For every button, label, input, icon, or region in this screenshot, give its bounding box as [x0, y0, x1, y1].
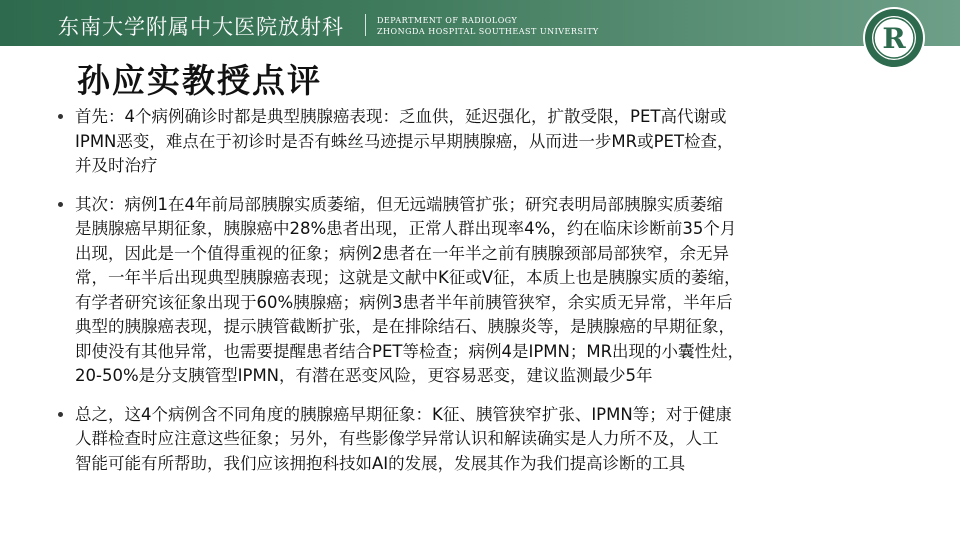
hospital-logo-icon	[862, 6, 926, 70]
department-english-line2: ZHONGDA HOSPITAL SOUTHEAST UNIVERSITY	[377, 27, 599, 36]
header-banner	[0, 0, 960, 46]
text-line: 首先：4个病例确诊时都是典型胰腺癌表现：乏血供，延迟强化，扩散受限，PET高代谢或	[75, 107, 727, 126]
text-line: 即使没有其他异常，也需要提醒患者结合PET等检查；病例4是IPMN；MR出现的小囊性灶，	[75, 341, 745, 361]
text-line: 有学者研究该征象出现于60%胰腺癌；病例3患者半年前胰管狭窄，余实质无异常，半年后	[75, 292, 733, 312]
text-line: 20-50%是分支胰管型IPMN，有潜在恶变风险，更容易恶变，建议监测最少5年	[75, 366, 653, 385]
bullet-item-first	[50, 105, 890, 179]
text-line: IPMN恶变，难点在于初诊时是否有蛛丝马迹提示早期胰腺癌，从而进一步MR或PET检查，	[75, 131, 734, 151]
department-english	[377, 15, 599, 37]
text-line: 是胰腺癌早期征象，胰腺癌中28%患者出现，正常人群出现率4%，约在临床诊断前35个月	[75, 219, 737, 238]
text-line: 常，一年半后出现典型胰腺癌表现；这就是文献中K征或V征，本质上也是胰腺实质的萎缩，	[75, 268, 741, 287]
bullet-dot	[58, 412, 63, 417]
text-line: 其次：病例1在4年前局部胰腺实质萎缩，但无远端胰管扩张；研究表明局部胰腺实质萎缩	[75, 194, 723, 214]
text-line: 并及时治疗	[75, 156, 158, 175]
text-line: 出现，因此是一个值得重视的征象；病例2患者在一年半之前有胰腺颈部局部狭窄，余无异	[75, 243, 729, 263]
bullet-item-third	[50, 403, 890, 477]
bullet-item-second	[50, 193, 890, 389]
header-divider	[365, 14, 366, 36]
page-title: 孙应实教授点评	[77, 61, 322, 100]
bullet-text	[75, 193, 890, 389]
bullet-text	[75, 105, 890, 179]
text-line: 总之，这4个病例含不同角度的胰腺癌早期征象：K征、胰管狭窄扩张、IPMN等；对于健康	[75, 404, 732, 424]
bullet-list	[50, 105, 890, 490]
bullet-dot	[58, 202, 63, 207]
text-line: 智能可能有所帮助，我们应该拥抱科技如AI的发展，发展其作为我们提高诊断的工具	[75, 453, 686, 473]
text-line: 典型的胰腺癌表现，提示胰管截断扩张，是在排除结石、胰腺炎等，是胰腺癌的早期征象，	[75, 317, 735, 336]
department-english-line1: DEPARTMENT OF RADIOLOGY	[377, 16, 518, 25]
hospital-name: 东南大学附属中大医院放射科	[58, 15, 344, 39]
logo-glyph: R	[882, 22, 906, 55]
text-line: 人群检查时应注意这些征象；另外，有些影像学异常认识和解读确实是人力所不及，人工	[75, 429, 719, 448]
bullet-text	[75, 403, 890, 477]
bullet-dot	[58, 114, 63, 119]
